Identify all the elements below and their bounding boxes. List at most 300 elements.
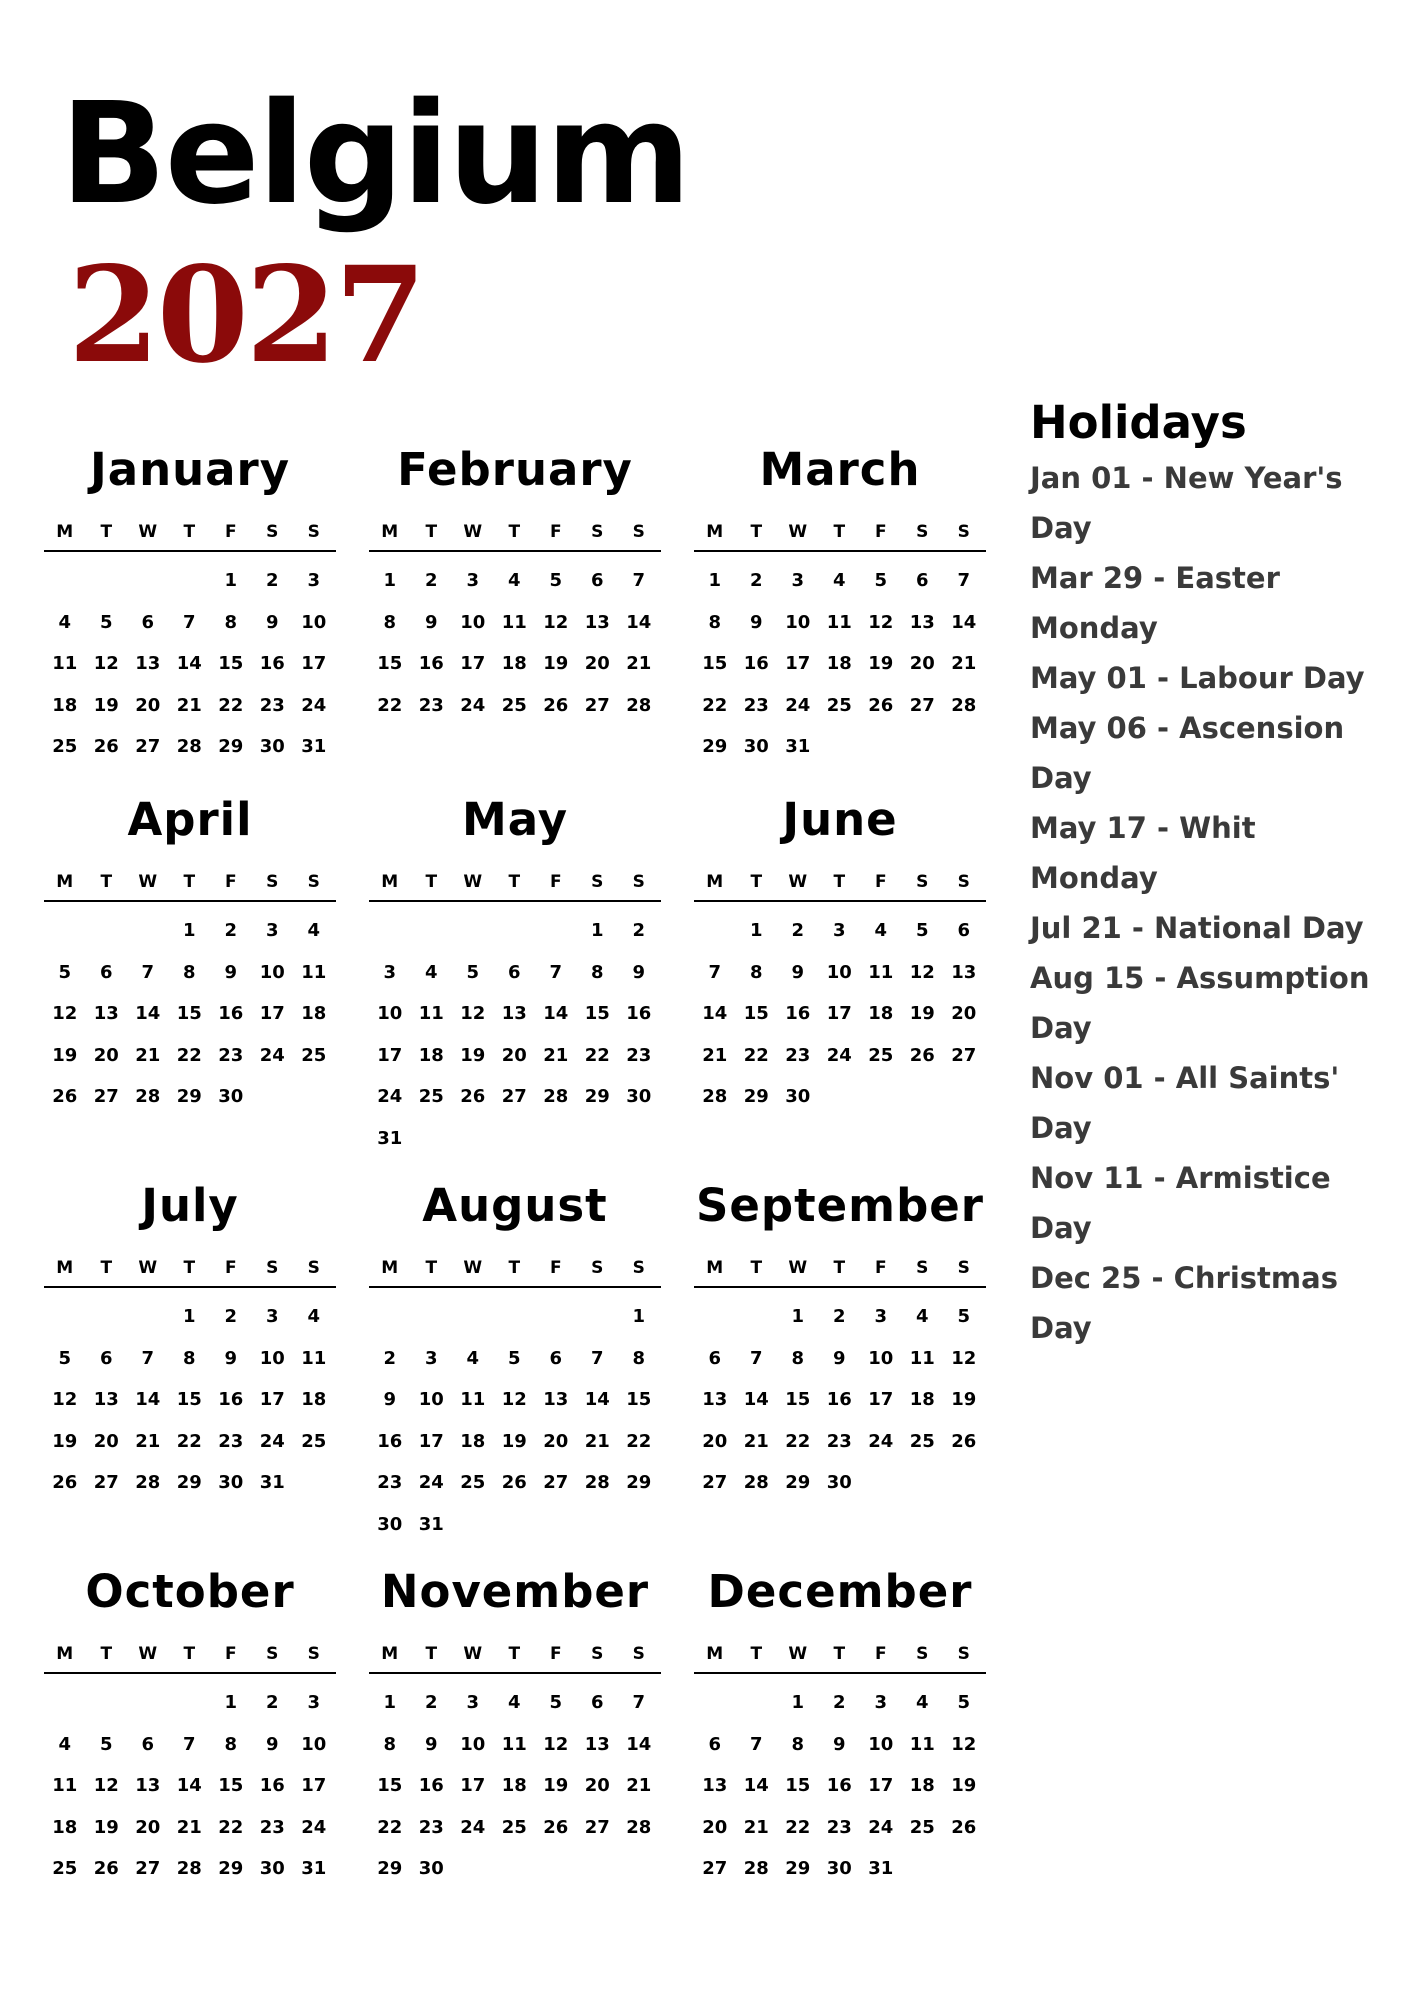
day-cell: 26 (951, 1816, 977, 1838)
day-cell: 31 (785, 736, 811, 757)
month-july (40, 1176, 340, 1504)
day-cell: 9 (424, 611, 438, 633)
day-cell: 11 (909, 1733, 935, 1755)
day-cell: 25 (909, 1430, 935, 1452)
day-cell: 18 (868, 1003, 894, 1024)
day-cell: 19 (543, 653, 569, 674)
day-cell: 27 (584, 694, 610, 716)
day-cell: 14 (176, 653, 202, 674)
weekday-label: T (100, 1644, 113, 1664)
day-cell: 9 (424, 1733, 438, 1755)
weekday-label: F (224, 872, 237, 892)
empty-day-cell (127, 560, 169, 602)
day-cell: 21 (135, 1044, 161, 1066)
day-cell: 8 (632, 1347, 646, 1369)
empty-day-cell (369, 910, 411, 952)
day-cell: 6 (549, 1347, 563, 1369)
day-cell: 5 (915, 920, 929, 941)
day-cell: 1 (632, 1306, 646, 1327)
day-cell: 20 (93, 1430, 119, 1452)
weekday-label: S (916, 1644, 929, 1664)
day-cell: 21 (951, 653, 977, 674)
day-cell: 27 (909, 694, 935, 716)
day-cell: 26 (951, 1430, 977, 1452)
day-cell: 21 (135, 1430, 161, 1452)
day-cell: 26 (93, 736, 119, 757)
day-cell: 27 (135, 736, 161, 757)
weekday-label: T (833, 522, 846, 542)
day-cell: 28 (176, 736, 202, 757)
day-cell: 30 (826, 1472, 852, 1493)
day-cell: 14 (743, 1389, 769, 1410)
day-cell: 18 (418, 1044, 444, 1066)
day-cell: 17 (301, 653, 327, 674)
empty-day-cell (736, 1296, 778, 1338)
day-cell: 11 (52, 653, 78, 674)
weekday-label: S (591, 522, 604, 542)
day-cell: 2 (749, 570, 763, 591)
day-cell: 30 (826, 1858, 852, 1879)
day-cell: 23 (218, 1430, 244, 1452)
day-cell: 16 (418, 1775, 444, 1796)
month-january (40, 440, 340, 768)
weekday-label: F (224, 1258, 237, 1278)
day-cell: 31 (868, 1858, 894, 1879)
day-cell: 3 (466, 1692, 480, 1713)
day-cell: 2 (832, 1306, 846, 1327)
day-cell: 6 (957, 920, 971, 941)
day-cell: 21 (626, 1775, 652, 1796)
weekday-label: S (591, 872, 604, 892)
day-cell: 12 (93, 1775, 119, 1796)
day-grid (690, 1288, 990, 1504)
day-cell: 20 (543, 1430, 569, 1452)
month-name: October (85, 1565, 295, 1618)
weekday-label: S (916, 522, 929, 542)
day-cell: 25 (826, 694, 852, 716)
year-title: 2027 (68, 238, 424, 393)
day-cell: 24 (826, 1044, 852, 1066)
day-cell: 17 (377, 1044, 403, 1066)
day-cell: 1 (749, 920, 763, 941)
month-february (365, 440, 665, 726)
weekday-label: F (874, 1258, 887, 1278)
day-cell: 14 (584, 1389, 610, 1410)
empty-day-cell (169, 1682, 211, 1724)
weekday-label: F (549, 872, 562, 892)
weekday-label: T (183, 522, 196, 542)
day-cell: 16 (418, 653, 444, 674)
day-cell: 11 (868, 961, 894, 983)
day-cell: 22 (176, 1044, 202, 1066)
weekday-header (40, 1640, 340, 1668)
day-cell: 1 (182, 920, 196, 941)
holiday-item: Aug 15 - Assumption Day (1030, 961, 1370, 1045)
day-cell: 20 (93, 1044, 119, 1066)
day-cell: 16 (218, 1389, 244, 1410)
day-cell: 12 (951, 1347, 977, 1369)
day-cell: 30 (218, 1086, 244, 1107)
day-cell: 23 (826, 1816, 852, 1838)
weekday-label: W (138, 1258, 158, 1278)
empty-day-cell (452, 1296, 494, 1338)
day-cell: 15 (584, 1003, 610, 1024)
empty-day-cell (535, 1296, 577, 1338)
day-cell: 3 (832, 920, 846, 941)
day-cell: 27 (93, 1472, 119, 1493)
month-name: May (461, 793, 569, 846)
day-cell: 29 (785, 1858, 811, 1879)
day-cell: 15 (176, 1003, 202, 1024)
day-cell: 8 (224, 611, 238, 633)
day-cell: 5 (957, 1692, 971, 1713)
weekday-label: S (591, 1644, 604, 1664)
day-cell: 25 (909, 1816, 935, 1838)
day-cell: 28 (135, 1472, 161, 1493)
day-cell: 28 (743, 1858, 769, 1879)
day-cell: 12 (460, 1003, 486, 1024)
day-cell: 21 (626, 653, 652, 674)
day-cell: 17 (785, 653, 811, 674)
day-cell: 22 (743, 1044, 769, 1066)
day-cell: 8 (383, 611, 397, 633)
day-cell: 17 (868, 1389, 894, 1410)
day-cell: 7 (182, 1733, 196, 1755)
day-cell: 9 (832, 1347, 846, 1369)
day-cell: 22 (377, 1816, 403, 1838)
weekday-label: S (307, 522, 320, 542)
day-cell: 25 (418, 1086, 444, 1107)
day-cell: 2 (424, 1692, 438, 1713)
day-cell: 7 (182, 611, 196, 633)
day-cell: 16 (259, 653, 285, 674)
day-cell: 28 (743, 1472, 769, 1493)
weekday-label: S (307, 1258, 320, 1278)
day-cell: 14 (951, 611, 977, 633)
day-cell: 24 (868, 1430, 894, 1452)
day-cell: 15 (377, 653, 403, 674)
day-cell: 17 (259, 1003, 285, 1024)
day-cell: 20 (702, 1816, 728, 1838)
day-cell: 8 (749, 961, 763, 983)
day-cell: 23 (418, 694, 444, 716)
day-cell: 10 (418, 1389, 444, 1410)
day-cell: 7 (708, 961, 722, 983)
month-name: March (759, 443, 921, 496)
weekday-label: T (833, 1644, 846, 1664)
month-name: June (782, 793, 898, 846)
weekday-label: S (632, 1258, 645, 1278)
day-cell: 27 (501, 1086, 527, 1107)
day-cell: 28 (626, 694, 652, 716)
day-cell: 6 (141, 1733, 155, 1755)
day-cell: 6 (590, 1692, 604, 1713)
day-cell: 15 (743, 1003, 769, 1024)
weekday-label: S (632, 872, 645, 892)
day-cell: 15 (377, 1775, 403, 1796)
day-cell: 26 (543, 694, 569, 716)
weekday-label: F (549, 1644, 562, 1664)
day-cell: 24 (301, 694, 327, 716)
day-cell: 16 (743, 653, 769, 674)
day-cell: 13 (951, 961, 977, 983)
weekday-header (365, 518, 665, 546)
weekday-label: S (266, 522, 279, 542)
weekday-label: T (100, 872, 113, 892)
day-cell: 5 (58, 961, 72, 983)
weekday-label: W (788, 522, 808, 542)
weekday-label: F (874, 1644, 887, 1664)
day-cell: 6 (507, 961, 521, 983)
weekday-label: S (266, 1258, 279, 1278)
day-cell: 29 (218, 736, 244, 757)
day-cell: 21 (743, 1430, 769, 1452)
day-cell: 1 (791, 1692, 805, 1713)
day-cell: 15 (626, 1389, 652, 1410)
day-cell: 30 (259, 1858, 285, 1879)
month-may (365, 790, 665, 1159)
day-cell: 22 (785, 1816, 811, 1838)
day-cell: 19 (909, 1003, 935, 1024)
weekday-label: T (183, 1258, 196, 1278)
day-cell: 2 (265, 570, 279, 591)
holiday-item: Jan 01 - New Year's Day (1030, 461, 1343, 545)
weekday-label: S (632, 522, 645, 542)
day-cell: 10 (785, 611, 811, 633)
day-cell: 23 (626, 1044, 652, 1066)
day-cell: 24 (377, 1086, 403, 1107)
day-cell: 9 (791, 961, 805, 983)
day-cell: 2 (632, 920, 646, 941)
day-cell: 8 (182, 1347, 196, 1369)
day-cell: 4 (832, 570, 846, 591)
day-cell: 4 (507, 570, 521, 591)
day-cell: 10 (301, 1733, 327, 1755)
weekday-header (690, 868, 990, 896)
month-june (690, 790, 990, 1118)
day-cell: 26 (868, 694, 894, 716)
day-cell: 19 (951, 1775, 977, 1796)
day-cell: 18 (301, 1003, 327, 1024)
day-cell: 24 (259, 1430, 285, 1452)
day-cell: 23 (785, 1044, 811, 1066)
day-cell: 18 (52, 694, 78, 716)
day-cell: 17 (259, 1389, 285, 1410)
day-cell: 21 (743, 1816, 769, 1838)
day-cell: 25 (868, 1044, 894, 1066)
day-cell: 28 (951, 694, 977, 716)
month-august (365, 1176, 665, 1545)
weekday-label: T (833, 1258, 846, 1278)
empty-day-cell (127, 910, 169, 952)
day-cell: 26 (909, 1044, 935, 1066)
day-cell: 29 (702, 736, 728, 757)
day-cell: 20 (135, 694, 161, 716)
weekday-label: W (138, 522, 158, 542)
weekday-label: M (381, 522, 399, 542)
day-cell: 4 (507, 1692, 521, 1713)
day-cell: 29 (218, 1858, 244, 1879)
day-cell: 8 (791, 1733, 805, 1755)
weekday-label: S (266, 1644, 279, 1664)
day-cell: 8 (791, 1347, 805, 1369)
day-cell: 19 (951, 1389, 977, 1410)
day-cell: 17 (868, 1775, 894, 1796)
day-cell: 6 (590, 570, 604, 591)
day-cell: 26 (543, 1816, 569, 1838)
day-cell: 30 (218, 1472, 244, 1493)
empty-day-cell (577, 1296, 619, 1338)
empty-day-cell (86, 1682, 128, 1724)
day-grid (365, 1674, 665, 1890)
day-cell: 25 (52, 1858, 78, 1879)
empty-day-cell (86, 1296, 128, 1338)
day-cell: 24 (259, 1044, 285, 1066)
weekday-label: M (56, 522, 74, 542)
day-cell: 27 (543, 1472, 569, 1493)
day-cell: 10 (868, 1733, 894, 1755)
month-april (40, 790, 340, 1118)
day-cell: 7 (749, 1733, 763, 1755)
empty-day-cell (694, 1682, 736, 1724)
day-cell: 7 (590, 1347, 604, 1369)
day-cell: 4 (424, 961, 438, 983)
day-cell: 22 (218, 1816, 244, 1838)
day-cell: 5 (874, 570, 888, 591)
empty-day-cell (694, 910, 736, 952)
day-cell: 10 (460, 611, 486, 633)
empty-day-cell (494, 1296, 536, 1338)
empty-day-cell (411, 910, 453, 952)
day-cell: 18 (501, 653, 527, 674)
day-cell: 24 (418, 1472, 444, 1493)
day-cell: 26 (460, 1086, 486, 1107)
day-cell: 4 (307, 920, 321, 941)
weekday-label: F (874, 522, 887, 542)
weekday-label: T (183, 872, 196, 892)
day-cell: 14 (135, 1003, 161, 1024)
day-cell: 20 (951, 1003, 977, 1024)
month-name: April (127, 793, 253, 846)
day-cell: 24 (460, 694, 486, 716)
day-grid (690, 1674, 990, 1890)
day-cell: 13 (702, 1775, 728, 1796)
day-cell: 5 (957, 1306, 971, 1327)
day-cell: 25 (52, 736, 78, 757)
weekday-label: W (138, 872, 158, 892)
day-cell: 3 (874, 1306, 888, 1327)
day-cell: 20 (702, 1430, 728, 1452)
weekday-label: W (463, 522, 483, 542)
day-cell: 12 (868, 611, 894, 633)
month-name: February (397, 443, 633, 496)
day-cell: 31 (377, 1127, 403, 1149)
day-cell: 2 (224, 1306, 238, 1327)
day-cell: 10 (868, 1347, 894, 1369)
day-cell: 23 (259, 1816, 285, 1838)
day-cell: 3 (791, 570, 805, 591)
weekday-label: T (508, 522, 521, 542)
day-cell: 6 (708, 1733, 722, 1755)
weekday-label: W (463, 872, 483, 892)
day-cell: 10 (301, 611, 327, 633)
day-cell: 9 (265, 1733, 279, 1755)
month-march (690, 440, 990, 768)
empty-day-cell (44, 1296, 86, 1338)
day-cell: 19 (52, 1044, 78, 1066)
day-cell: 19 (868, 653, 894, 674)
day-cell: 28 (702, 1086, 728, 1107)
day-cell: 22 (377, 694, 403, 716)
month-name: November (380, 1565, 650, 1618)
day-cell: 15 (702, 653, 728, 674)
day-cell: 12 (52, 1389, 78, 1410)
weekday-header (40, 518, 340, 546)
day-cell: 14 (543, 1003, 569, 1024)
day-cell: 31 (259, 1472, 285, 1493)
day-cell: 6 (99, 961, 113, 983)
day-cell: 5 (507, 1347, 521, 1369)
weekday-label: M (381, 1258, 399, 1278)
day-cell: 2 (265, 1692, 279, 1713)
day-cell: 14 (135, 1389, 161, 1410)
month-name: December (707, 1565, 973, 1618)
day-cell: 9 (749, 611, 763, 633)
day-cell: 17 (301, 1775, 327, 1796)
day-cell: 11 (501, 611, 527, 633)
day-cell: 4 (466, 1347, 480, 1369)
day-cell: 17 (826, 1003, 852, 1024)
day-cell: 13 (543, 1389, 569, 1410)
day-grid (365, 552, 665, 726)
weekday-label: S (957, 872, 970, 892)
day-cell: 5 (99, 611, 113, 633)
day-cell: 16 (826, 1775, 852, 1796)
day-cell: 31 (418, 1513, 444, 1535)
day-cell: 31 (301, 1858, 327, 1879)
day-cell: 1 (182, 1306, 196, 1327)
day-cell: 28 (626, 1816, 652, 1838)
day-cell: 19 (93, 1816, 119, 1838)
day-cell: 8 (224, 1733, 238, 1755)
weekday-header (365, 868, 665, 896)
day-cell: 3 (466, 570, 480, 591)
day-grid (690, 552, 990, 768)
weekday-label: M (56, 872, 74, 892)
day-cell: 3 (874, 1692, 888, 1713)
day-cell: 17 (460, 653, 486, 674)
weekday-label: S (266, 872, 279, 892)
weekday-label: T (425, 872, 438, 892)
day-cell: 20 (909, 653, 935, 674)
day-cell: 20 (135, 1816, 161, 1838)
day-cell: 10 (259, 1347, 285, 1369)
day-cell: 25 (501, 1816, 527, 1838)
day-cell: 4 (874, 920, 888, 941)
weekday-label: W (788, 872, 808, 892)
weekday-label: T (833, 872, 846, 892)
day-cell: 19 (460, 1044, 486, 1066)
day-cell: 13 (909, 611, 935, 633)
day-cell: 10 (377, 1003, 403, 1024)
day-grid (40, 1674, 340, 1890)
day-cell: 11 (909, 1347, 935, 1369)
day-cell: 1 (224, 570, 238, 591)
day-cell: 23 (418, 1816, 444, 1838)
day-cell: 3 (265, 1306, 279, 1327)
empty-day-cell (44, 1682, 86, 1724)
day-cell: 19 (52, 1430, 78, 1452)
